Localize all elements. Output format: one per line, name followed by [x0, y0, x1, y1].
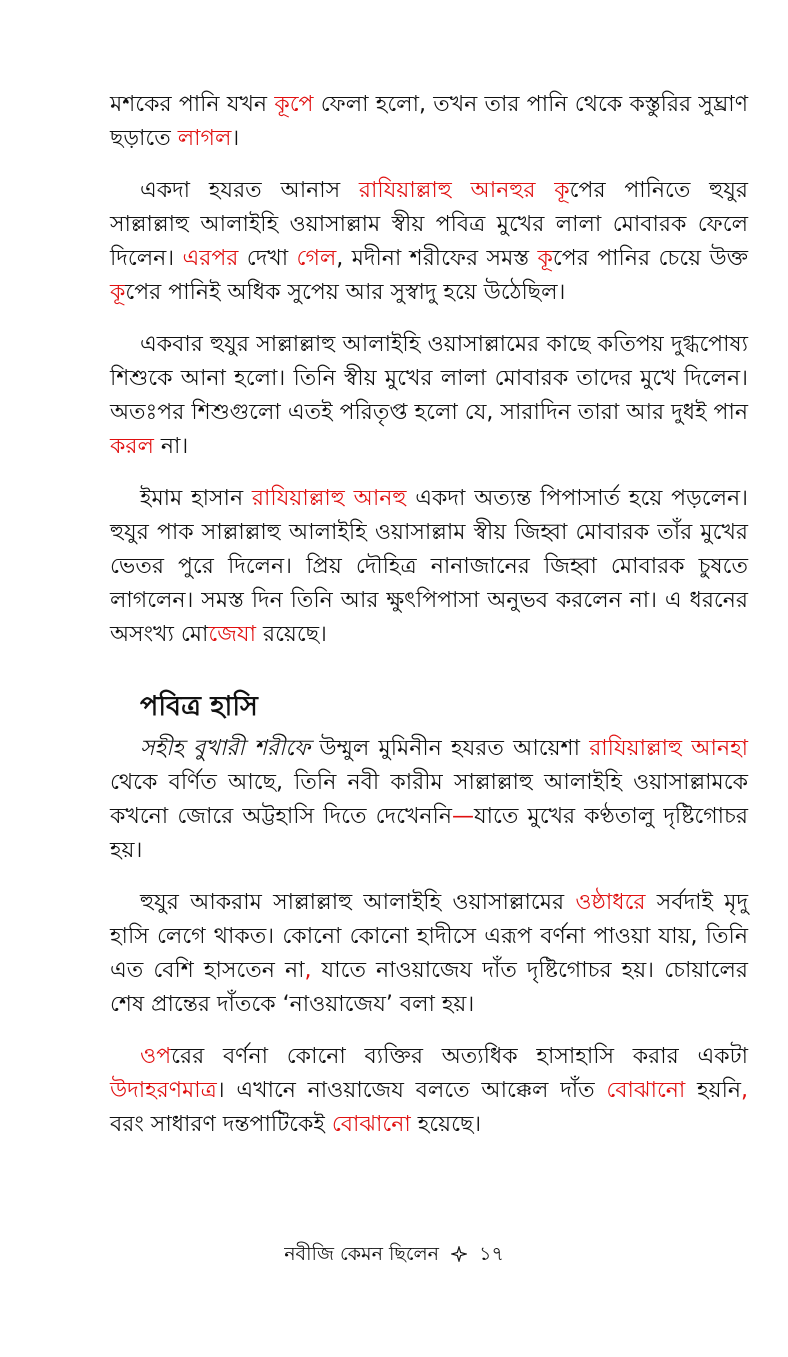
text-run: একদা হযরত আনাস — [140, 178, 359, 203]
text-run: সর্বদাই মৃদু হাসি লেগে থাকত। কোনো কোনো হাদীসে এরূপ বর্ণনা পাওয়া যায়, তিনি এত বেশি হাসতেন না — [110, 890, 748, 983]
book-title: নবীজি কেমন ছিলেন — [284, 1243, 440, 1265]
section-paragraph-3 — [110, 1040, 748, 1142]
highlighted-text: — — [451, 804, 474, 829]
text-run: একদা অত্যন্ত পিপাসার্ত হয়ে পড়লেন। হুযুর পাক সাল্লাল্লাহু আলাইহি ওয়াসাল্লাম স্বীয় জিহ্বা মোবারক তাঁর মুখের ভেতর পুরে দিলেন। প্রিয় দৌহিত্র নানাজানের জিহ্বা মোবারক চুষতে লাগলেন। সমস্ত দিন তিনি আর ক্ষুৎপিপাসা অনুভব করলেন না। এ ধরনের অসংখ্য মো — [110, 486, 749, 647]
highlighted-text: কূপে — [274, 92, 314, 117]
highlighted-text: রাযিয়াল্লাহু আনহু — [251, 486, 407, 511]
paragraph-3 — [110, 328, 748, 464]
text-run: হয়েছে। — [410, 1112, 482, 1137]
text-run: না। — [153, 434, 189, 459]
highlighted-text: গেল — [296, 246, 337, 271]
text-run: পের পানির চেয়ে উক্ত — [552, 246, 748, 271]
highlighted-text: বোঝানো — [606, 1078, 686, 1103]
highlighted-text: রাযিয়াল্লাহু আনহা — [589, 736, 749, 761]
paragraph-4 — [110, 482, 748, 652]
highlighted-text: কূ — [110, 280, 126, 305]
paragraph-2 — [110, 174, 748, 310]
highlighted-text: জেযা — [208, 622, 256, 647]
text-run: মশকের পানি যখন — [110, 92, 275, 117]
text-run: রের বর্ণনা কোনো ব্যক্তির অত্যধিক হাসাহাসি করার একটা — [171, 1044, 748, 1069]
highlighted-text: ওপ — [140, 1044, 172, 1069]
highlighted-text: লাগল — [177, 126, 232, 151]
text-run: , মদীনা শরীফের সমস্ত — [336, 246, 538, 271]
highlighted-text: উদাহরণমাত্র — [110, 1078, 217, 1103]
text-run: রয়েছে। — [255, 622, 327, 647]
text-run: উম্মুল মুমিনীন হযরত আয়েশা — [310, 736, 590, 761]
text-run: যাতে মুখের কণ্ঠতালু দৃষ্টিগোচর হয়। — [110, 804, 749, 863]
body-paragraphs — [110, 88, 748, 652]
text-run: । — [231, 126, 240, 151]
page-number: ১৭ — [479, 1243, 504, 1265]
section-heading: পবিত্র হাসি — [140, 691, 258, 722]
page-footer — [0, 1240, 788, 1272]
text-run: থেকে বর্ণিত আছে, তিনি নবী কারীম সাল্লাল্লাহু আলাইহি ওয়াসাল্লামকে কখনো জোরে অট্টহাসি দিতে দেখেননি — [110, 770, 748, 829]
text-run: পের পানিই অধিক সুপেয় আর সুস্বাদু হয়ে উঠেছিল। — [125, 280, 566, 305]
highlighted-text: রাযিয়াল্লাহু আনহুর কূ — [358, 178, 570, 203]
italic-text: সহীহ বুখারী শরীফে — [140, 736, 311, 761]
text-run: দেখা — [238, 246, 297, 271]
text-run: যাতে নাওয়াজেয দাঁত দৃষ্টিগোচর হয়। চোয়ালের শেষ প্রান্তের দাঁতকে ‘নাওয়াজেয’ বলা হয়। — [110, 958, 748, 1017]
highlighted-text: ওষ্ঠাধরে — [575, 890, 646, 915]
text-run: হয়নি — [685, 1078, 741, 1103]
highlighted-text: , — [741, 1078, 748, 1103]
section-pobitro-hashi — [110, 688, 748, 1142]
text-run: ইমাম হাসান — [140, 486, 252, 511]
paragraph-1 — [110, 88, 748, 156]
highlighted-text: করল — [110, 434, 154, 459]
text-run: বরং সাধারণ দন্তপাটিকেই — [110, 1112, 332, 1137]
text-run: হুযুর আকরাম সাল্লাল্লাহু আলাইহি ওয়াসাল্লামের — [140, 890, 576, 915]
section-paragraph-2 — [110, 886, 748, 1022]
four-point-star-icon — [451, 1245, 467, 1267]
text-run: একবার হুযুর সাল্লাল্লাহু আলাইহি ওয়াসাল্লামের কাছে কতিপয় দুগ্ধপোষ্য শিশুকে আনা হলো। তিনি স্বীয় মুখের লালা মোবারক তাদের মুখে দিলেন। অতঃপর শিশুগুলো এতই পরিতৃপ্ত হলো যে, সারাদিন তারা আর দুধই পান — [110, 332, 748, 425]
section-paragraph-1 — [110, 732, 748, 868]
highlighted-text: , — [304, 958, 312, 983]
text-run: । এখানে নাওয়াজেয বলতে আক্কেল দাঁত — [216, 1078, 607, 1103]
highlighted-text: কূ — [537, 246, 553, 271]
text-run: ফেলা হলো, তখন তার পানি থেকে কস্তুরির সুঘ্রাণ ছড়াতে — [110, 92, 748, 151]
highlighted-text: বোঝানো — [331, 1112, 411, 1137]
highlighted-text: এরপর — [182, 246, 239, 271]
text-run: পের পানিতে হুযুর সাল্লাল্লাহু আলাইহি ওয়াসাল্লাম স্বীয় পবিত্র মুখের লালা মোবারক ফেলে দিলেন। — [110, 178, 748, 271]
